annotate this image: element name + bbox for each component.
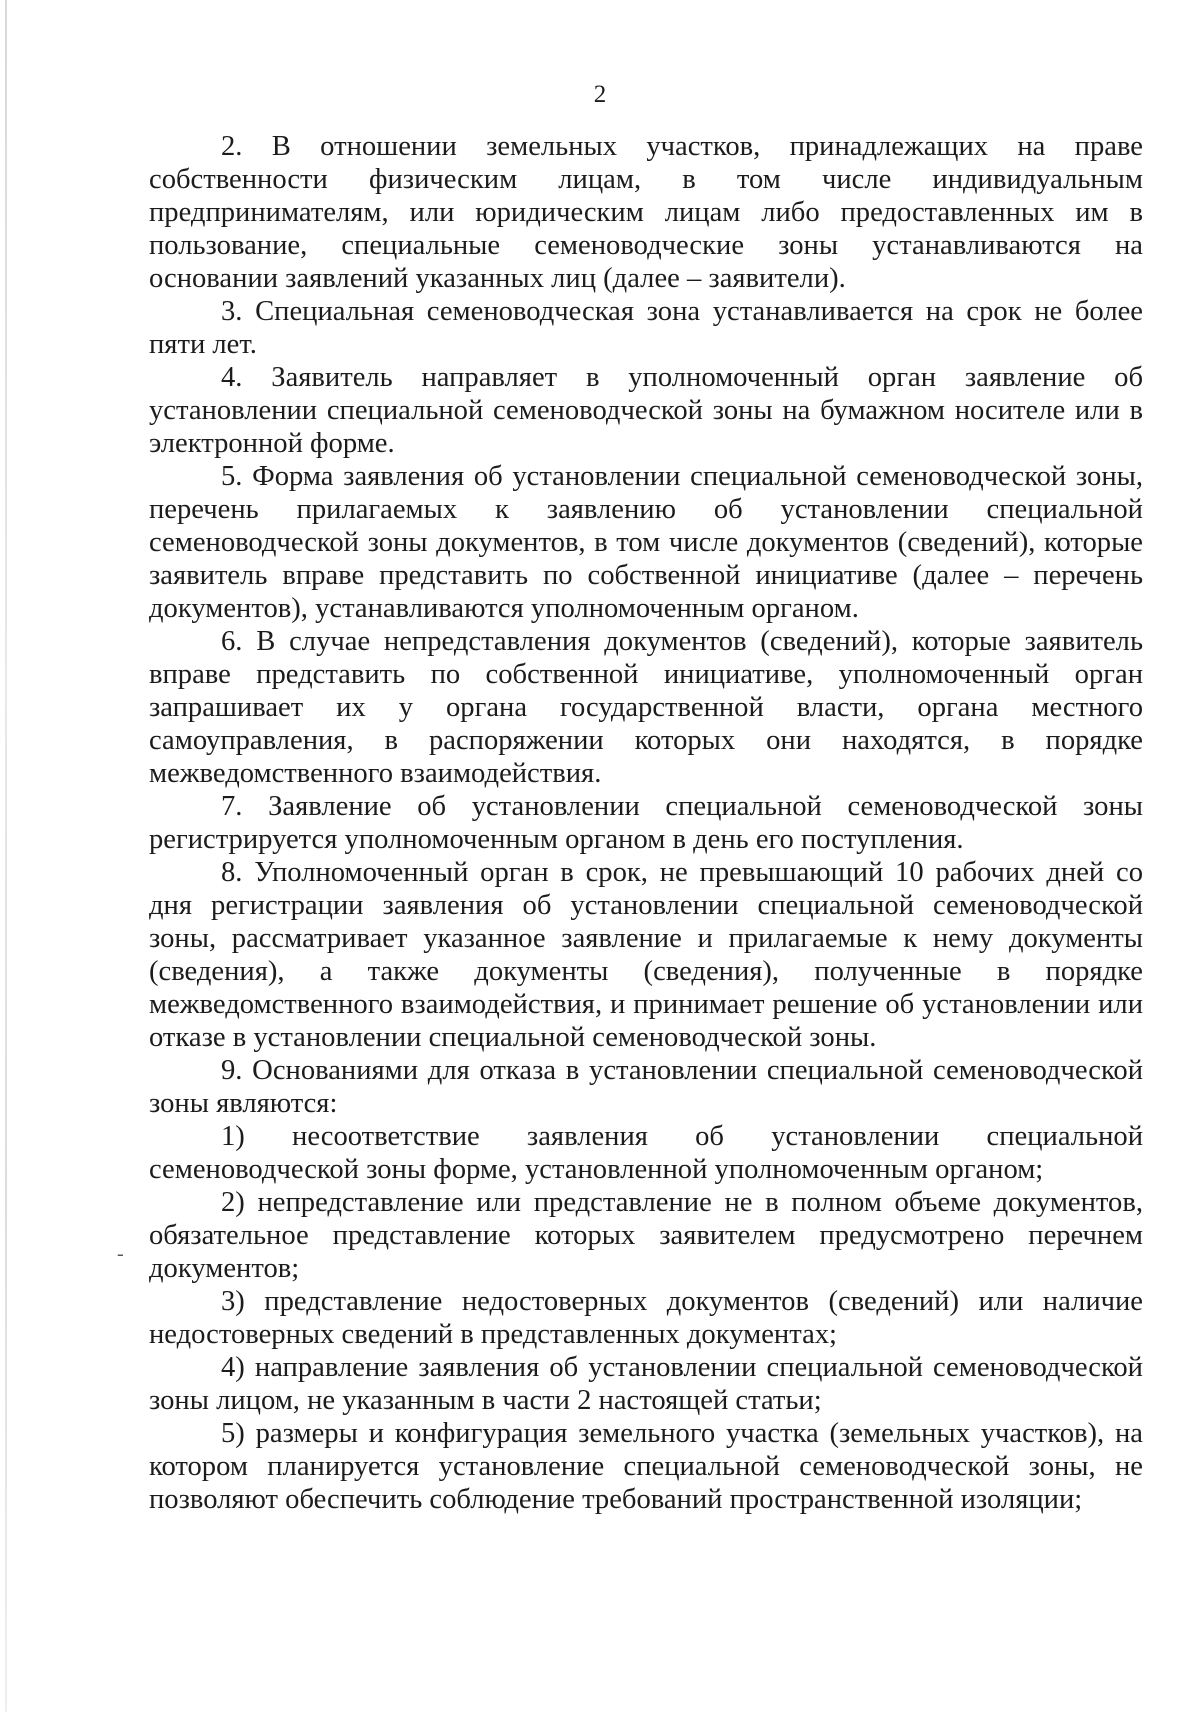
paragraph-5: 5. Форма заявления об установлении специальной семеноводческой зоны, перечень прилагаемых к заявлению об установлении специальной семеноводческой зоны документов, в том числе документов (сведений), которые заявитель вправе представить по собственной инициативе (далее – перечень документов), устанавливаются уполномоченным органом. xyxy=(149,461,1143,624)
paragraph-3: 3. Специальная семеноводческая зона устанавливается на срок не более пяти лет. xyxy=(149,296,1143,360)
margin-mark: - xyxy=(117,1243,124,1265)
list-item-2: 2) непредставление или представление не в полном объеме документов, обязательное представление которых заявителем предусмотрено перечнем документов; xyxy=(149,1187,1143,1284)
paragraph-9: 9. Основаниями для отказа в установлении специальной семеноводческой зоны являются: xyxy=(149,1055,1143,1119)
list-item-4: 4) направление заявления об установлении специальной семеноводческой зоны лицом, не указанным в части 2 настоящей статьи; xyxy=(149,1352,1143,1416)
paragraph-7: 7. Заявление об установлении специальной семеноводческой зоны регистрируется уполномоченным органом в день его поступления. xyxy=(149,791,1143,855)
document-body xyxy=(149,130,1143,1516)
paragraph-8: 8. Уполномоченный орган в срок, не превышающий 10 рабочих дней со дня регистрации заявления об установлении специальной семеноводческой зоны, рассматривает указанное заявление и прилагаемые к нему документы (сведения), а также документы (сведения), полученные в порядке межведомственного взаимодействия, и принимает решение об установлении или отказе в установлении специальной семеноводческой зоны. xyxy=(149,857,1143,1053)
list-item-3: 3) представление недостоверных документов (сведений) или наличие недостоверных сведений в представленных документах; xyxy=(149,1286,1143,1350)
scan-page-edge xyxy=(5,0,7,1712)
paragraph-2: 2. В отношении земельных участков, принадлежащих на праве собственности физическим лицам, в том числе индивидуальным предпринимателям, или юридическим лицам либо предоставленных им в пользование, специальные семеноводческие зоны устанавливаются на основании заявлений указанных лиц (далее – заявители). xyxy=(149,131,1143,294)
page-number: 2 xyxy=(593,81,607,108)
paragraph-4: 4. Заявитель направляет в уполномоченный орган заявление об установлении специальной семеноводческой зоны на бумажном носителе или в электронной форме. xyxy=(149,362,1143,459)
list-item-1: 1) несоответствие заявления об установлении специальной семеноводческой зоны форме, установленной уполномоченным органом; xyxy=(149,1121,1143,1185)
paragraph-6: 6. В случае непредставления документов (сведений), которые заявитель вправе представить по собственной инициативе, уполномоченный орган запрашивает их у органа государственной власти, органа местного самоуправления, в распоряжении которых они находятся, в порядке межведомственного взаимодействия. xyxy=(149,626,1143,789)
list-item-5: 5) размеры и конфигурация земельного участка (земельных участков), на котором планируется установление специальной семеноводческой зоны, не позволяют обеспечить соблюдение требований пространственной изоляции; xyxy=(149,1418,1143,1515)
